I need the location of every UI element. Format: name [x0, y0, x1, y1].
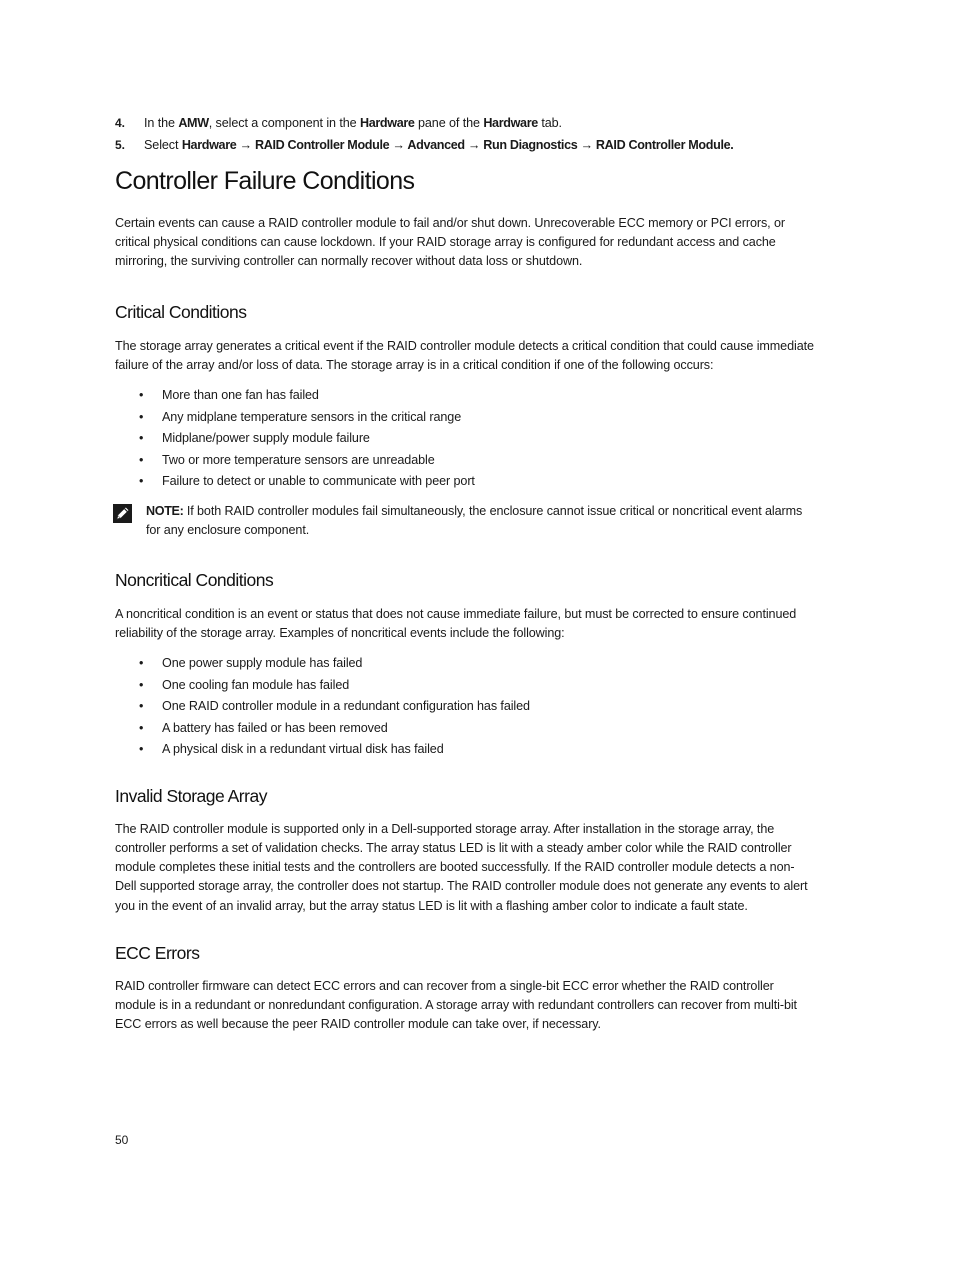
note-box — [115, 502, 815, 540]
step-text: Select — [144, 138, 182, 152]
page-content — [115, 112, 815, 1034]
noncritical-list — [115, 653, 815, 761]
step-menu-path: Hardware → RAID Controller Module → Advanced → Run Diagnostics → RAID Controller Module. — [181, 138, 734, 152]
list-item: • One cooling fan module has failed — [115, 675, 815, 697]
note-text — [146, 502, 815, 540]
list-item: • More than one fan has failed — [115, 385, 815, 407]
note-label: NOTE: — [146, 503, 184, 518]
pencil-note-icon — [113, 504, 132, 523]
step-number: 5. — [115, 138, 125, 152]
steps-list — [115, 112, 815, 156]
list-item: • Two or more temperature sensors are unreadable — [115, 450, 815, 472]
list-item: • One power supply module has failed — [115, 653, 815, 675]
step-bold-hardware-tab: Hardware — [483, 116, 538, 130]
note-body: If both RAID controller modules fail simultaneously, the enclosure cannot issue critical or noncritical event alarms for any enclosure component. — [146, 503, 803, 537]
list-item: • Failure to detect or unable to communicate with peer port — [115, 471, 815, 493]
list-item: • A physical disk in a redundant virtual disk has failed — [115, 739, 815, 761]
critical-list — [115, 385, 815, 493]
step-4 — [115, 112, 815, 134]
list-item: • Any midplane temperature sensors in the critical range — [115, 407, 815, 429]
step-text: In the — [144, 116, 179, 130]
step-number: 4. — [115, 116, 125, 130]
step-bold-hardware-pane: Hardware — [359, 116, 415, 130]
list-item: • Midplane/power supply module failure — [115, 428, 815, 450]
invalid-paragraph: The RAID controller module is supported only in a Dell-supported storage array. After installation in the storage array, the controller performs a set of validation checks. The array status LED is lit with a steady amber color while the RAID controller module completes these initial tests and the controllers are booted successfully. If the RAID controller module detects a non-Dell supported storage array, the controller does not startup. The RAID controller module does not generate any events to alert you in the event of an invalid array, but the array status LED is lit with a flashing amber color to indicate a fault state. — [115, 821, 808, 913]
critical-paragraph: The storage array generates a critical event if the RAID controller module detects a critical condition that could cause immediate failure of the array and/or loss of data. The storage array is in a critical condition if one of the following occurs: — [115, 338, 814, 372]
noncritical-paragraph: A noncritical condition is an event or status that does not cause immediate failure, but must be corrected to ensure continued reliability of the storage array. Examples of noncritical events include the following: — [115, 606, 797, 641]
step-text: tab. — [537, 116, 562, 130]
ecc-paragraph: RAID controller firmware can detect ECC errors and can recover from a single-bit ECC error whether the RAID controller module is in a redundant or nonredundant configuration. A storage array with redundant controllers can recover from multi-bit ECC errors as well because the peer RAID controller module can take over, if necessary. — [115, 978, 797, 1032]
section-title-invalid: Invalid Storage Array — [115, 785, 267, 806]
section-title-noncritical: Noncritical Conditions — [115, 569, 274, 590]
list-item: • A battery has failed or has been removed — [115, 718, 815, 740]
page-title: Controller Failure Conditions — [115, 167, 415, 195]
step-5 — [115, 134, 815, 156]
step-text: pane of the — [414, 116, 484, 130]
list-item: • One RAID controller module in a redundant configuration has failed — [115, 696, 815, 718]
section-title-critical: Critical Conditions — [115, 301, 247, 322]
step-text: , select a component in the — [208, 116, 360, 130]
section-title-ecc: ECC Errors — [115, 942, 200, 963]
intro-paragraph: Certain events can cause a RAID controller module to fail and/or shut down. Unrecoverable ECC memory or PCI errors, or critical physical conditions can cause lockdown. If your RAID storage array is configured for redundant access and cache mirroring, the surviving controller can normally recover without data loss or shutdown. — [115, 216, 785, 269]
step-bold-amw: AMW — [178, 116, 209, 130]
page-number: 50 — [115, 1133, 129, 1147]
